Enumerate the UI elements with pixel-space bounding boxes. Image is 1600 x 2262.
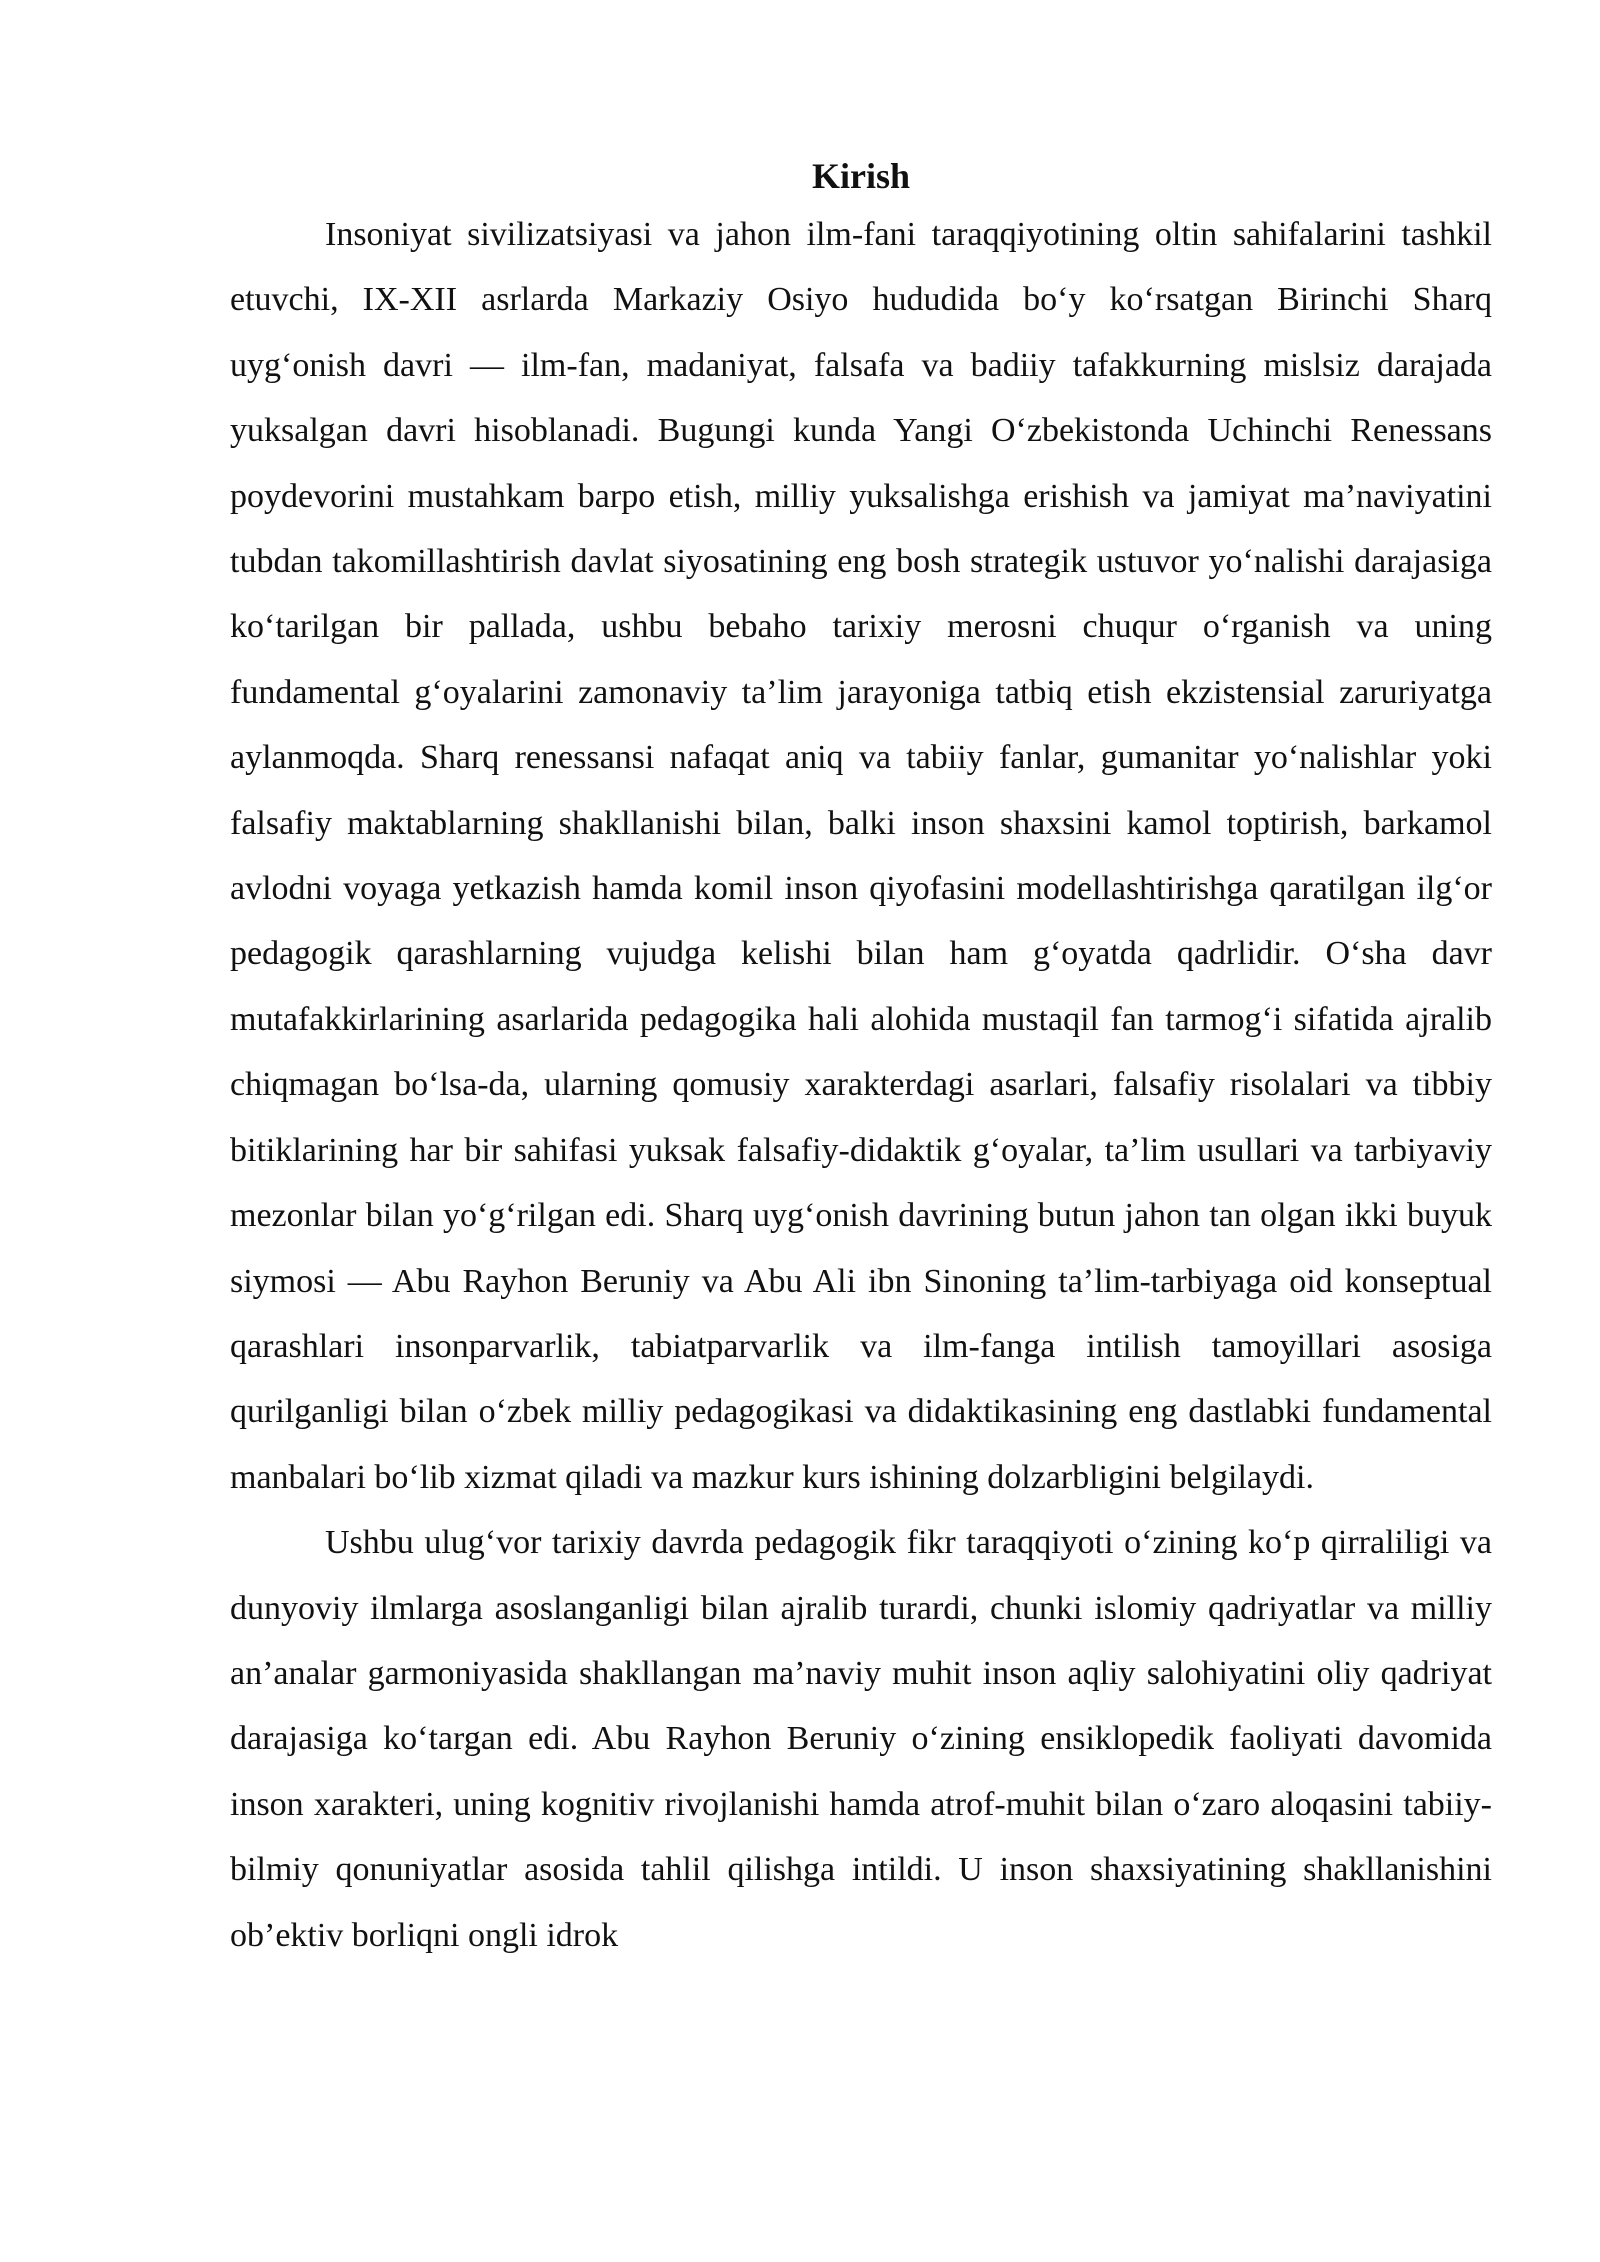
paragraph-1: Insoniyat sivilizatsiyasi va jahon ilm-fani taraqqiyotining oltin sahifalarini tashkil etuvchi, IX-XII asrlarda Markaziy Osiyo hududida bo‘y ko‘rsatgan Birinchi Sharq uyg‘onish davri — ilm-fan, madaniyat, falsafa va badiiy tafakkurning mislsiz darajada yuksalgan davri hisoblanadi. Bugungi kunda Yangi O‘zbekistonda Uchinchi Renessans poydevorini mustahkam barpo etish, milliy yuksalishga erishish va jamiyat ma’naviyatini tubdan takomillashtirish davlat siyosatining eng bosh strategik ustuvor yo‘nalishi darajasiga ko‘tarilgan bir pallada, ushbu bebaho tarixiy merosni chuqur o‘rganish va uning fundamental g‘oyalarini zamonaviy ta’lim jarayoniga tatbiq etish ekzistensial zaruriyatga aylanmoqda. Sharq renessansi nafaqat aniq va tabiiy fanlar, gumanitar yo‘nalishlar yoki falsafiy maktablarning shakllanishi bilan, balki inson shaxsini kamol toptirish, barkamol avlodni voyaga yetkazish hamda komil inson qiyofasini modellashtirishga qaratilgan ilg‘or pedagogik qarashlarning vujudga kelishi bilan ham g‘oyatda qadrlidir. O‘sha davr mutafakkirlarining asarlarida pedagogika hali alohida mustaqil fan tarmog‘i sifatida ajralib chiqmagan bo‘lsa-da, ularning qomusiy xarakterdagi asarlari, falsafiy risolalari va tibbiy bitiklarining har bir sahifasi yuksak falsafiy-didaktik g‘oyalar, ta’lim usullari va tarbiyaviy mezonlar bilan yo‘g‘rilgan edi. Sharq uyg‘onish davrining butun jahon tan olgan ikki buyuk siymosi — Abu Rayhon Beruniy va Abu Ali ibn Sinoning ta’lim-tarbiyaga oid konseptual qarashlari insonparvarlik, tabiatparvarlik va ilm-fanga intilish tamoyillari asosiga qurilganligi bilan o‘zbek milliy pedagogikasi va didaktikasining eng dastlabki fundamental manbalari bo‘lib xizmat qiladi va mazkur kurs ishining dolzarbligini belgilaydi.: [230, 216, 1492, 1496]
paragraph-2: Ushbu ulug‘vor tarixiy davrda pedagogik fikr taraqqiyoti o‘zining ko‘p qirraliligi va dunyoviy ilmlarga asoslanganligi bilan ajralib turardi, chunki islomiy qadriyatlar va milliy an’analar garmoniyasida shakllangan ma’naviy muhit inson aqliy salohiyatini oliy qadriyat darajasiga ko‘targan edi. Abu Rayhon Beruniy o‘zining ensiklopedik faoliyati davomida inson xarakteri, uning kognitiv rivojlanishi hamda atrof-muhit bilan o‘zaro aloqasini tabiiy-bilmiy qonuniyatlar asosida tahlil qilishga intildi. U inson shaxsiyatining shakllanishini ob’ektiv borliqni ongli idrok: [230, 1524, 1492, 1954]
page-title: Kirish: [811, 156, 910, 196]
document-body: [230, 150, 1492, 1968]
